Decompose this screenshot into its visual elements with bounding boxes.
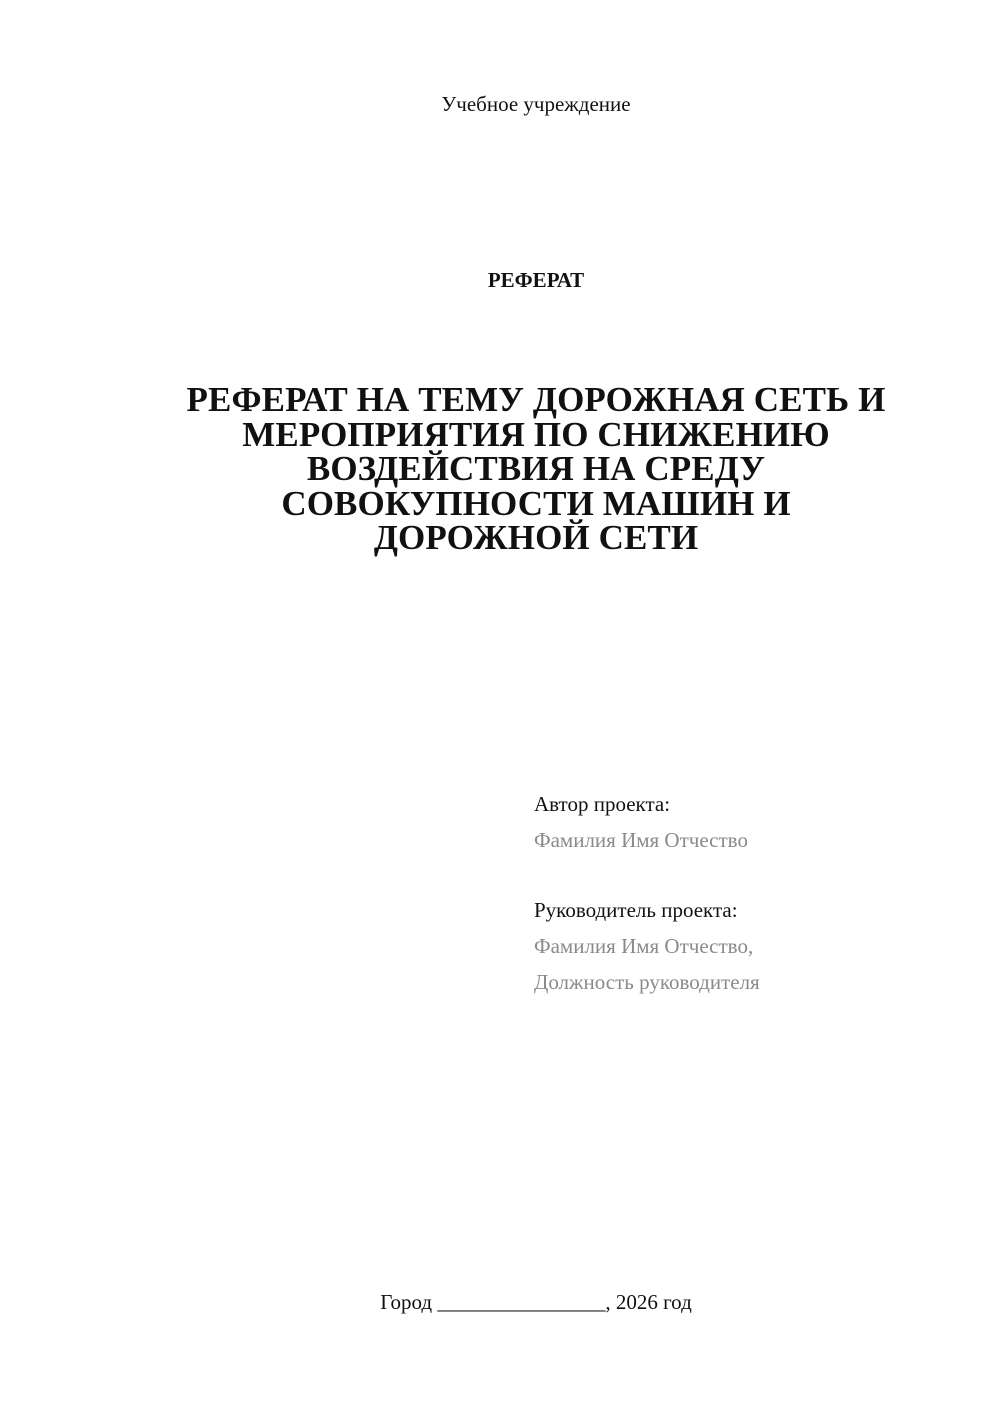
author-name: Фамилия Имя Отчество (534, 828, 748, 852)
report-title-line: ДОРОЖНОЙ СЕТИ (373, 518, 699, 557)
report-title-line: ВОЗДЕЙСТВИЯ НА СРЕДУ (306, 449, 766, 488)
supervisor-label: Руководитель проекта: (534, 898, 738, 922)
report-title-line: МЕРОПРИЯТИЯ ПО СНИЖЕНИЮ (242, 414, 830, 454)
supervisor-position: Должность руководителя (534, 970, 760, 994)
report-title-line: РЕФЕРАТ НА ТЕМУ ДОРОЖНАЯ СЕТЬ И (186, 380, 886, 419)
supervisor-name: Фамилия Имя Отчество, (534, 934, 754, 958)
city-blank: ________________ (437, 1290, 606, 1314)
report-title (150, 380, 922, 557)
report-title-line: СОВОКУПНОСТИ МАШИН И (281, 483, 791, 523)
city-label: Город (380, 1290, 433, 1314)
institution-name: Учебное учреждение (441, 92, 631, 116)
author-block (534, 786, 954, 858)
author-label: Автор проекта: (534, 792, 671, 816)
document-type: РЕФЕРАТ (487, 268, 585, 292)
city-year-line (0, 1290, 1000, 1315)
year-text: , 2026 год (605, 1290, 692, 1314)
supervisor-block (534, 892, 954, 1000)
